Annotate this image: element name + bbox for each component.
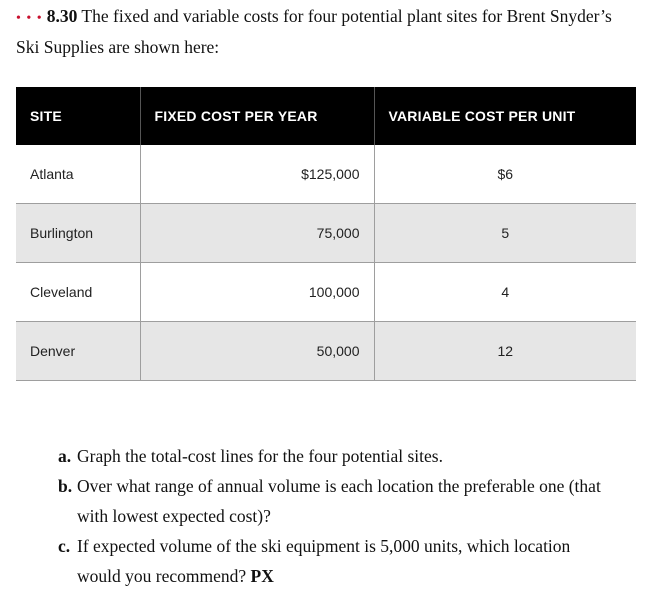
fixed-cost-cell: 100,000 — [140, 263, 374, 322]
question-text: Graph the total-cost lines for the four potential sites. — [77, 446, 443, 466]
question-a — [58, 441, 618, 471]
variable-cost-cell: 4 — [374, 263, 636, 322]
variable-cost-cell: 5 — [374, 204, 636, 263]
question-letter: a. — [58, 446, 72, 466]
table-row — [16, 145, 636, 204]
table-row — [16, 204, 636, 263]
question-b — [58, 471, 618, 531]
header-fixed-cost: FIXED COST PER YEAR — [140, 87, 374, 145]
fixed-cost-cell: 50,000 — [140, 322, 374, 381]
question-list — [58, 441, 618, 591]
site-cell: Atlanta — [16, 145, 140, 204]
px-tag: PX — [250, 566, 274, 586]
variable-cost-cell: 12 — [374, 322, 636, 381]
question-text: Over what range of annual volume is each location the preferable one (that with lowest expected cost)? — [77, 476, 601, 526]
table-row — [16, 322, 636, 381]
question-letter: b. — [58, 476, 73, 496]
table-row — [16, 263, 636, 322]
question-c — [58, 531, 618, 591]
question-letter: c. — [58, 536, 71, 556]
site-cell: Burlington — [16, 204, 140, 263]
variable-cost-cell: $6 — [374, 145, 636, 204]
table-header-row — [16, 87, 636, 145]
site-cell: Denver — [16, 322, 140, 381]
fixed-cost-cell: 75,000 — [140, 204, 374, 263]
question-text: If expected volume of the ski equipment is 5,000 units, which location would you recommend? — [77, 536, 571, 586]
cost-table — [16, 87, 636, 381]
problem-statement — [16, 2, 631, 62]
difficulty-dots: • • • — [16, 11, 43, 26]
problem-number: 8.30 — [46, 6, 78, 26]
site-cell: Cleveland — [16, 263, 140, 322]
fixed-cost-cell: $125,000 — [140, 145, 374, 204]
header-variable-cost: VARIABLE COST PER UNIT — [374, 87, 636, 145]
problem-text: The fixed and variable costs for four potential plant sites for Brent Snyder’s Ski Supplies are shown here: — [16, 6, 612, 57]
header-site: SITE — [16, 87, 140, 145]
